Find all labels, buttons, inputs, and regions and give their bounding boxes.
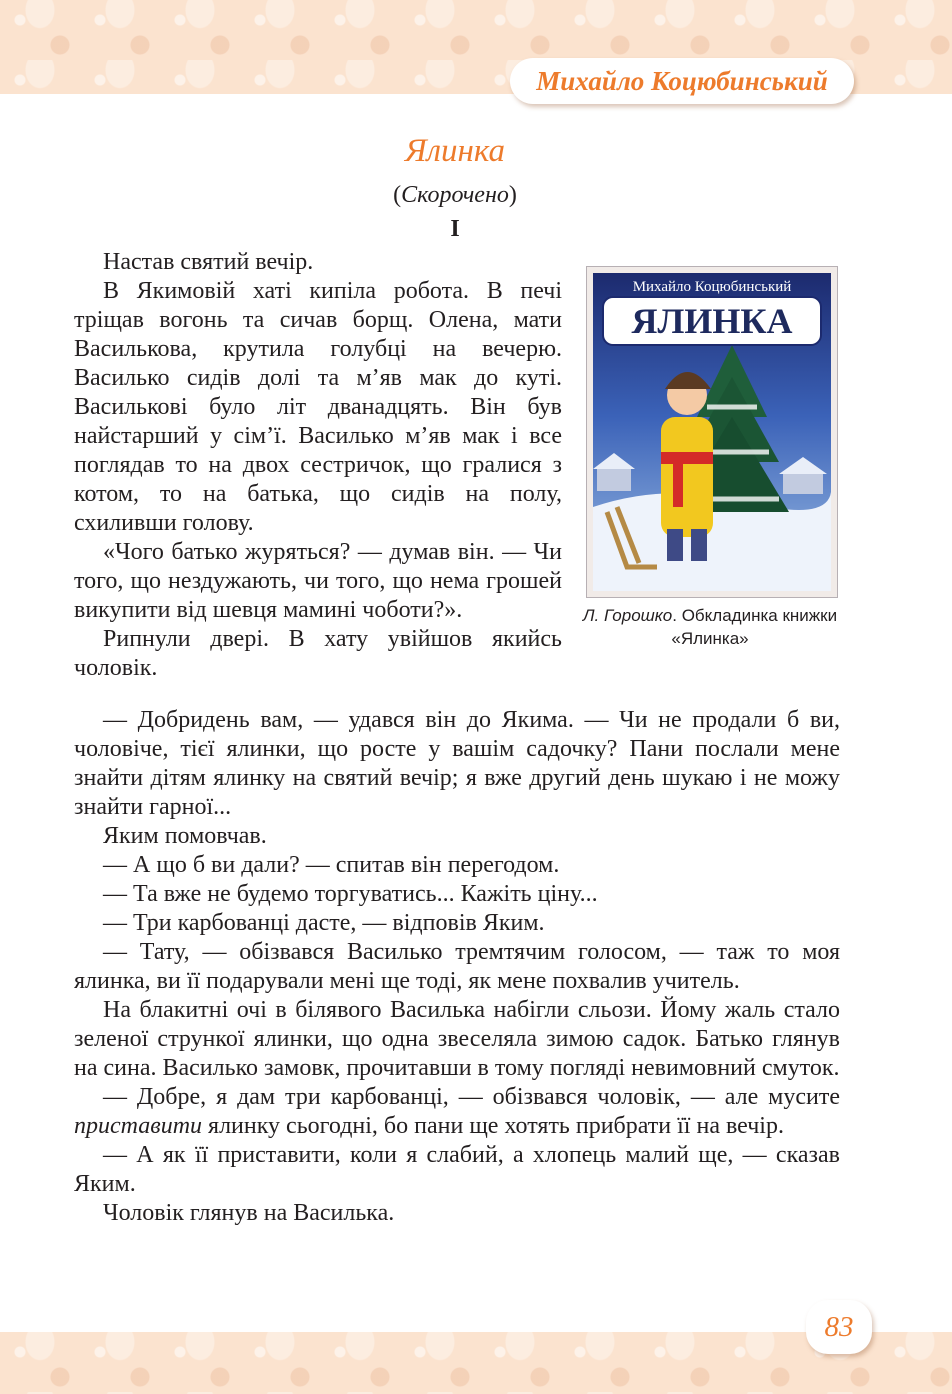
paragraph: — Тату, — обізвався Василько тремтячим голосом, — таж то моя ялинка, ви її подарували мені ще тоді, як мене похвалив учитель. [74,939,840,994]
cover-author: Михайло Коцюбинський [632,279,792,295]
story-text-wide [74,706,840,1228]
paragraph: — А що б ви дали? — спитав він перегодом. [103,852,560,878]
book-cover-art [587,267,837,597]
abridged-paren-open: ( [393,182,402,208]
figure-caption [572,604,848,650]
abridged-word: Скорочено [401,182,509,208]
paragraph: — Добридень вам, — удався він до Якима. — Чи не продали б ви, чоловіче, тієї ялинки, що росте у вашім садочку? Пани послали мене знайти дітям ялинку на святий вечір; я вже другий день шукаю і не можу знайти гарної... [74,707,840,820]
paragraph: — Та вже не будемо торгуватись... Кажіть ціну... [103,881,598,907]
paragraph: На блакитні очі в білявого Василька набігли сльози. Йому жаль стало зеленої стрункої ялинки, що одна звеселяла зимою садок. Батько глянув на сина. Василько замовк, прочитавши в тому погляді невимовний смуток. [74,997,840,1081]
story-title: Ялинка [404,133,506,169]
emphasis-after: ялинку сьогодні, бо пани ще хотять прибрати її на вечір. [202,1113,784,1139]
book-cover-illustration [586,266,838,598]
emphasis-before: — Добре, я дам три карбованці, — обізвався чоловік, — але мусите [103,1084,840,1110]
abridged-paren-close: ) [508,182,517,208]
paragraph-with-emphasis [74,1083,840,1141]
paragraph: В Якимовій хаті кипіла робота. В печі тріщав вогонь та сичав борщ. Олена, мати Василькова, крутила голубці на вечерю. Василько сидів долі та м’яв мак до куті. Васильковi було літ дванадцять. Він був найстарший у сім’ї. Василько м’яв мак і все поглядав то на двох сестричок, що гралися з котом, то на батька, що сидів на полу, схиливши голову. [74,278,562,536]
caption-text: . Обкладинка книжки «Ялинка» [671,606,838,648]
page-number: 83 [806,1300,872,1354]
author-header: Михайло Коцюбинський [510,58,854,104]
paragraph: Настав святий вечір. [103,249,314,275]
paragraph: — Три карбованці дасте, — відповів Яким. [103,910,545,936]
chapter-number: I [450,216,460,242]
paragraph: «Чого батько журяться? — думав він. — Чи того, що нездужають, чи того, що нема грошей викупити від шевця мамині чоботи?». [74,539,562,623]
paragraph: — А як її приставити, коли я слабий, а хлопець малий ще, — сказав Яким. [74,1142,840,1197]
paragraph: Рипнули двері. В хату увійшов якийсь чоловік. [74,626,562,681]
paragraph: Чоловік глянув на Василька. [103,1200,395,1226]
caption-author: Л. Горошко [582,606,673,625]
paragraph: Яким помовчав. [103,823,267,849]
cover-title: ЯЛИНКА [631,301,793,341]
abridged-note [0,182,910,209]
story-text-narrow [74,248,562,683]
emphasis-word: приставити [74,1113,203,1139]
